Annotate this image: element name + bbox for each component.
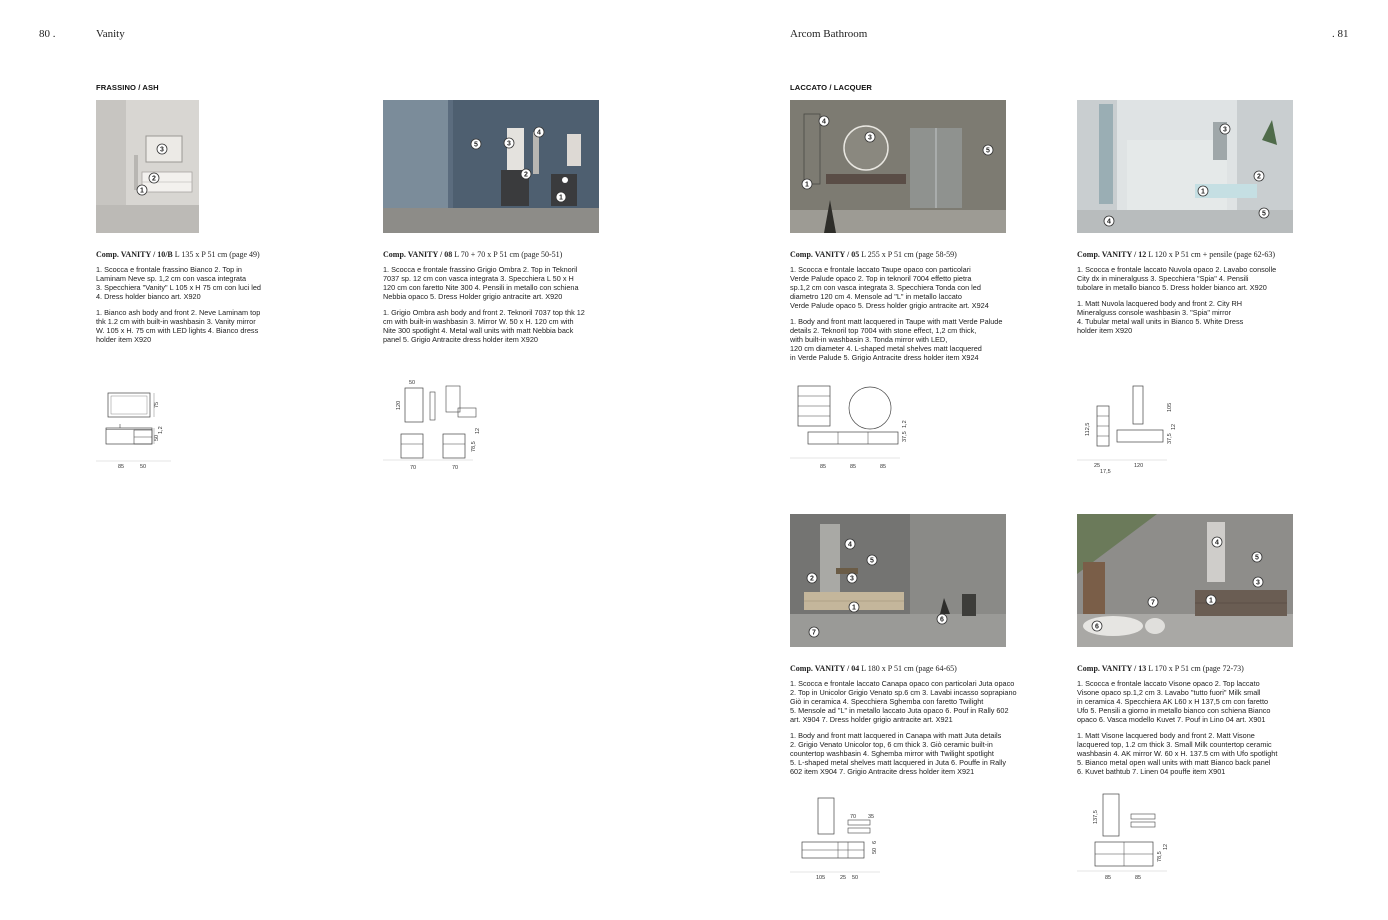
section-title-lacquer: LACCATO / LACQUER — [790, 83, 872, 92]
photo-marker: 1 — [559, 194, 563, 202]
photo-marker: 1 — [805, 181, 809, 189]
dimension-label: 105 — [1167, 402, 1173, 412]
brand-title: Arcom Bathroom — [790, 28, 868, 40]
product-photo-vanity-04 — [790, 514, 1006, 647]
photo-marker: 5 — [870, 557, 874, 565]
technical-drawing-vanity-04 — [790, 794, 900, 884]
dimension-label: 17,5 — [1100, 469, 1111, 475]
photo-marker: 5 — [1255, 554, 1259, 562]
photo-marker: 7 — [812, 629, 816, 637]
dimension-label: 70 — [452, 465, 459, 471]
dimension-label: 50 — [140, 464, 147, 470]
dimension-label: 12 — [475, 427, 481, 434]
photo-marker: 2 — [810, 575, 814, 583]
dimension-label: 25 — [1094, 463, 1101, 469]
technical-drawing-vanity-12 — [1077, 384, 1177, 476]
product-title: Comp. VANITY / 05 L 255 x P 51 cm (page 58-59) — [790, 250, 957, 259]
photo-marker: 5 — [474, 141, 478, 149]
photo-marker: 4 — [1107, 218, 1111, 226]
description-english: 1. Body and front matt lacquered in Taupe with matt Verde Palude details 2. Teknoril top 7004 with stone effect, 1,2 cm thick, with built-in washbasin 3. Tonda mirror with LED, 120 cm diameter 4. L-shaped metal shelves matt lacquered in Verde Palude 5. Grigio Antracite dress holder item X924 — [790, 317, 1003, 362]
dimension-label: 75 — [154, 401, 160, 408]
dimension-label: 78,5 — [1157, 851, 1163, 862]
photo-marker: 5 — [1262, 210, 1266, 218]
dimension-label: 6 — [872, 840, 878, 844]
dimension-label: 12 — [1171, 423, 1177, 430]
photo-marker: 1 — [1201, 188, 1205, 196]
photo-marker: 6 — [940, 616, 944, 624]
photo-marker: 4 — [537, 129, 541, 137]
dimension-label: 137,5 — [1093, 810, 1099, 824]
dimension-label: 50 — [409, 380, 416, 386]
photo-marker: 4 — [822, 118, 826, 126]
product-title: Comp. VANITY / 10/B L 135 x P 51 cm (page 49) — [96, 250, 260, 259]
photo-marker: 3 — [868, 134, 872, 142]
description-english: 1. Bianco ash body and front 2. Neve Laminam top thk 1.2 cm with built-in washbasin 3. Vanity mirror W. 105 x H. 75 cm with LED lights 4. Bianco dress holder item X920 — [96, 308, 261, 344]
dimension-label: 112,5 — [1085, 422, 1091, 436]
product-caption-vanity-13 — [1077, 664, 1337, 783]
photo-marker: 5 — [986, 147, 990, 155]
dimension-label: 85 — [820, 464, 827, 470]
photo-marker: 3 — [1223, 126, 1227, 134]
photo-marker: 1 — [140, 187, 144, 195]
dimension-label: 1,2 — [158, 426, 164, 434]
photo-marker: 2 — [1257, 173, 1261, 181]
description-english: 1. Matt Nuvola lacquered body and front 2. City RH Mineralguss console washbasin 3. "Spia" mirror 4. Tubular metal wall units in Bianco 5. White Dress holder item X920 — [1077, 299, 1244, 335]
technical-drawing-vanity-08 — [383, 378, 483, 472]
product-caption-vanity-08 — [383, 250, 623, 351]
description-italian: 1. Scocca e frontale laccato Taupe opaco con particolari Verde Palude opaco 2. Top in teknoril 7004 effetto pietra sp.1,2 cm con vasca integrata 3. Specchiera Tonda con led diametro 120 cm 4. Mensole ad "L" in metallo laccato Verde Palude opaco 5. Dress holder grigio antracite art. X924 — [790, 265, 989, 310]
photo-marker: 3 — [1256, 579, 1260, 587]
technical-drawing-vanity-05 — [790, 384, 920, 472]
dimension-label: 50 — [852, 875, 859, 881]
product-photo-vanity-13 — [1077, 514, 1293, 647]
product-caption-vanity-04 — [790, 664, 1050, 783]
dimension-label: 120 — [396, 400, 402, 410]
page-number-left: 80 . — [39, 28, 56, 40]
photo-marker: 2 — [152, 175, 156, 183]
product-title: Comp. VANITY / 04 L 180 x P 51 cm (page 64-65) — [790, 664, 957, 673]
dimension-label: 85 — [850, 464, 857, 470]
section-title-ash: FRASSINO / ASH — [96, 83, 159, 92]
description-italian: 1. Scocca e frontale frassino Bianco 2. Top in Laminam Neve sp. 1,2 cm con vasca integrata 3. Specchiera "Vanity" L 105 x H 75 cm con luci led 4. Dress holder bianco art. X920 — [96, 265, 261, 301]
photo-marker: 3 — [850, 575, 854, 583]
dimension-label: 120 — [1134, 463, 1144, 469]
description-english: 1. Grigio Ombra ash body and front 2. Teknoril 7037 top thk 12 cm with built-in washbasin 3. Mirror W. 50 x H. 120 cm with Nite 300 spotlight 4. Metal wall units with matt Nebbia back panel 5. Grigio Antracite dress holder item X920 — [383, 308, 585, 344]
product-caption-vanity-12 — [1077, 250, 1337, 342]
dimension-label: 85 — [880, 464, 887, 470]
product-caption-vanity-10b — [96, 250, 286, 351]
photo-marker: 6 — [1095, 623, 1099, 631]
chapter-title: Vanity — [96, 28, 125, 40]
dimension-label: 85 — [118, 464, 125, 470]
dimension-label: 12 — [1163, 843, 1169, 850]
description-italian: 1. Scocca e frontale laccato Visone opaco 2. Top laccato Visone opaco sp.1,2 cm 3. Lavabo "tutto fuori" Milk small in ceramica 4. Specchiera AK L60 x H 137,5 cm con faretto Ufo 5. Pensili a giorno in metallo bianco con schiena Bianco opaco 6. Vasca modello Kuvet 7. Pouf in Lino 04 art. X901 — [1077, 679, 1271, 724]
description-english: 1. Body and front matt lacquered in Canapa with matt Juta details 2. Grigio Venato Unicolor top, 6 cm thick 3. Giò ceramic built-in countertop washbasin 4. Sghemba mirror with Twilight spotlight 5. L-shaped metal shelves matt lacquered in Juta 6. Pouffe in Rally 602 item X904 7. Grigio Antracite dress holder item X921 — [790, 731, 1007, 776]
photo-marker: 7 — [1151, 599, 1155, 607]
technical-drawing-vanity-10b — [96, 390, 186, 472]
product-title: Comp. VANITY / 13 L 170 x P 51 cm (page 72-73) — [1077, 664, 1244, 673]
dimension-label: 105 — [816, 875, 826, 881]
dimension-label: 70 — [410, 465, 417, 471]
dimension-label: 85 — [1105, 875, 1112, 881]
photo-marker: 2 — [524, 171, 528, 179]
photo-marker: 1 — [852, 604, 856, 612]
photo-marker: 4 — [1215, 539, 1219, 547]
dimension-label: 78,5 — [471, 441, 477, 452]
product-photo-vanity-12 — [1077, 100, 1293, 233]
dimension-label: 37,5 — [1167, 433, 1173, 444]
product-photo-vanity-10b — [96, 100, 199, 233]
description-italian: 1. Scocca e frontale laccato Canapa opaco con particolari Juta opaco 2. Top in Unicolor Grigio Venato sp.6 cm 3. Lavabi incasso soprapiano Giò in ceramica 4. Specchiera Sghemba con faretto Twilight 5. Mensole ad "L" in metallo laccato Juta opaco 6. Pouf in Rally 602 art. X904 7. Dress holder grigio antracite art. X921 — [790, 679, 1017, 724]
description-english: 1. Matt Visone lacquered body and front 2. Matt Visone lacquered top, 1.2 cm thick 3. Small Milk countertop ceramic washbasin 4. AK mirror W. 60 x H. 137.5 cm with Ufo spotlight 5. Bianco metal open wall units with matt Bianco back panel 6. Kuvet bathtub 7. Linen 04 pouffe item X901 — [1077, 731, 1278, 776]
photo-marker: 4 — [848, 541, 852, 549]
page-number-right: . 81 — [1332, 28, 1349, 40]
photo-marker: 3 — [160, 146, 164, 154]
dimension-label: 1,2 — [902, 420, 908, 428]
dimension-label: 85 — [1135, 875, 1142, 881]
product-photo-vanity-08 — [383, 100, 599, 233]
dimension-label: 37,5 — [902, 431, 908, 442]
product-title: Comp. VANITY / 12 L 120 x P 51 cm + pensile (page 62-63) — [1077, 250, 1275, 259]
product-caption-vanity-05 — [790, 250, 1040, 369]
technical-drawing-vanity-13 — [1077, 792, 1187, 882]
description-italian: 1. Scocca e frontale laccato Nuvola opaco 2. Lavabo consolle City dx in mineralguss 3. Specchiera "Spia" 4. Pensili tubolare in metallo bianco 5. Dress holder bianco art. X920 — [1077, 265, 1277, 292]
description-italian: 1. Scocca e frontale frassino Grigio Ombra 2. Top in Teknoril 7037 sp. 12 cm con vasca integrata 3. Specchiera L 50 x H 120 cm con faretto Nite 300 4. Pensili in metallo con schiena Nebbia opaco 5. Dress Holder grigio antracite art. X920 — [383, 265, 579, 301]
product-title: Comp. VANITY / 08 L 70 + 70 x P 51 cm (page 50-51) — [383, 250, 563, 259]
dimension-label: 35 — [868, 814, 875, 820]
dimension-label: 70 — [850, 814, 857, 820]
photo-marker: 1 — [1209, 597, 1213, 605]
dimension-label: 50 — [872, 847, 878, 854]
photo-marker: 3 — [507, 140, 511, 148]
dimension-label: 50 — [154, 434, 160, 441]
dimension-label: 25 — [840, 875, 847, 881]
product-photo-vanity-05 — [790, 100, 1006, 233]
